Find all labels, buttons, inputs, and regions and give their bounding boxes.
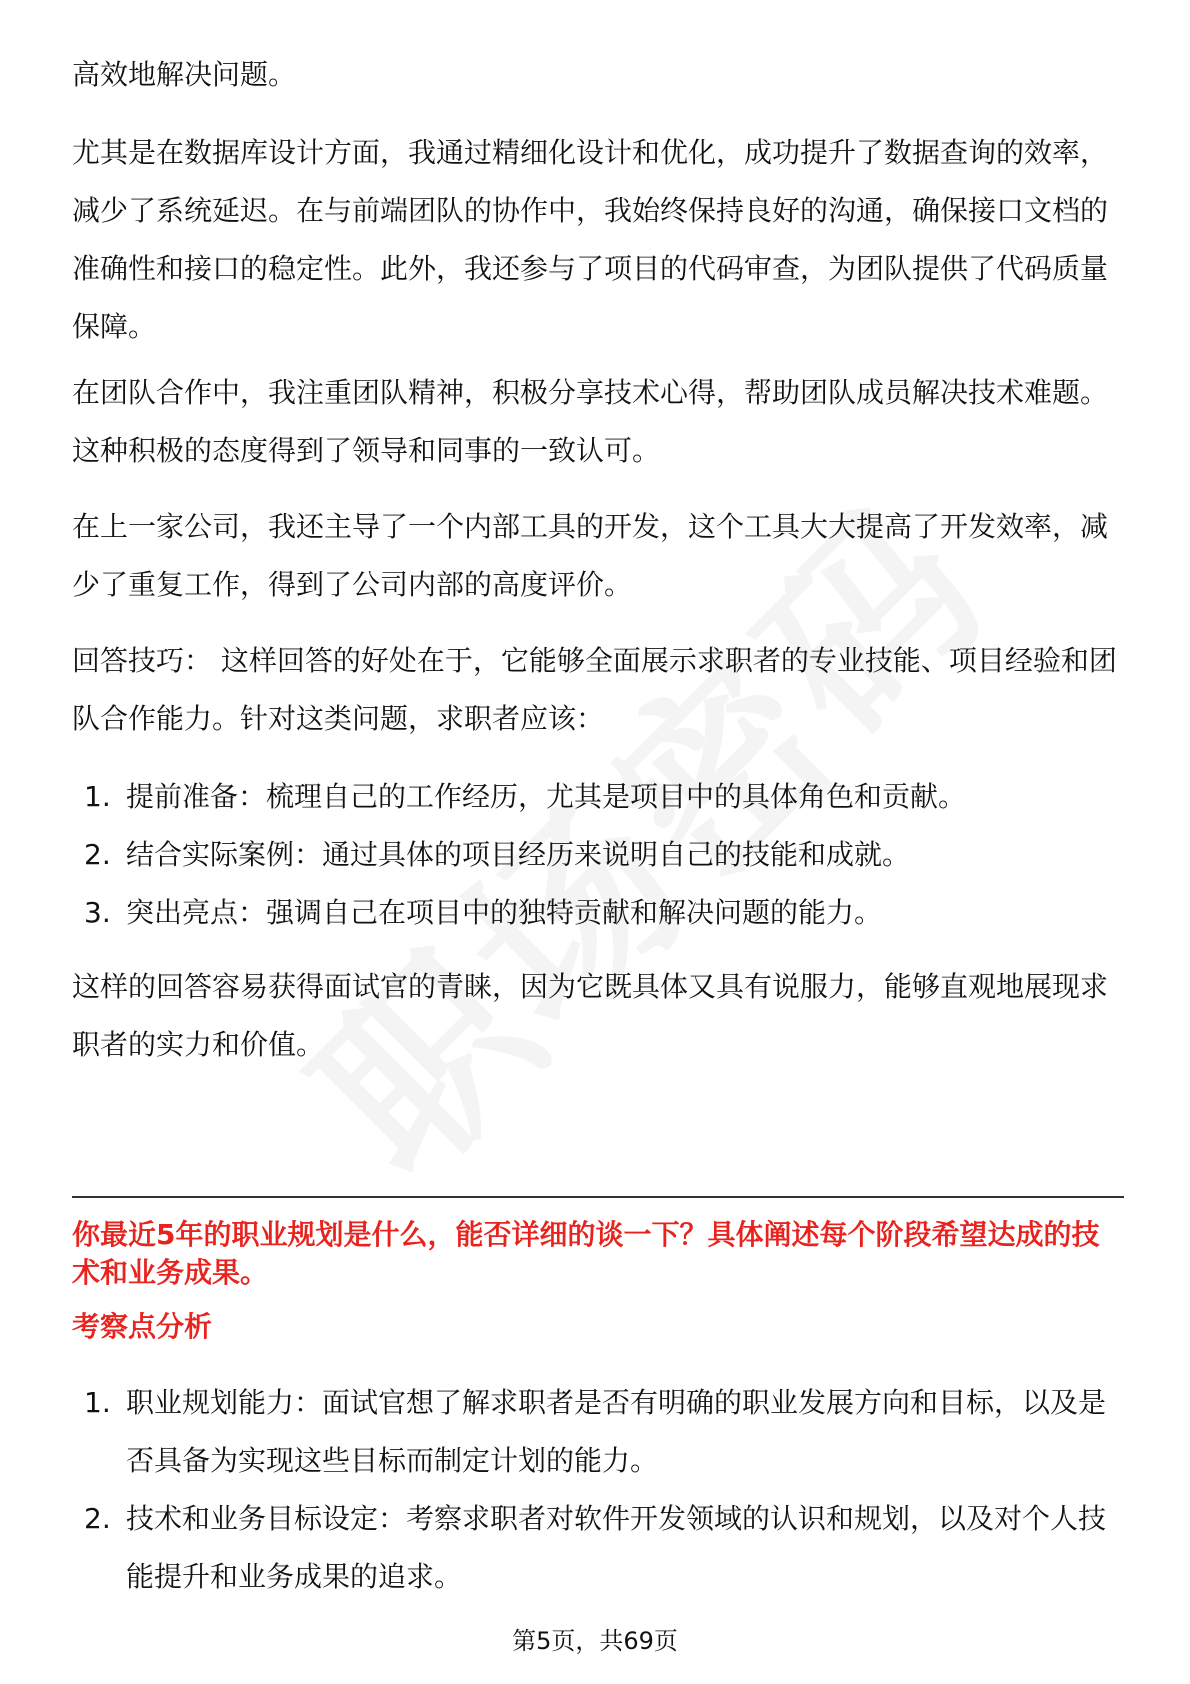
page-number-footer: 第5页，共69页	[512, 1627, 678, 1655]
list-number: 3.	[84, 896, 111, 929]
list-item-text: 提前准备：梳理自己的工作经历，尤其是项目中的具体角色和贡献。	[126, 780, 967, 813]
paragraph: 在团队合作中，我注重团队精神，积极分享技术心得，帮助团队成员解决技术难题。这种积极的态度得到了领导和同事的一致认可。	[72, 376, 1109, 467]
list-item-text: 职业规划能力：面试官想了解求职者是否有明确的职业发展方向和目标，以及是否具备为实现这些目标而制定计划的能力。	[126, 1386, 1107, 1477]
list-item	[72, 1374, 1124, 1490]
section-divider	[72, 1196, 1124, 1198]
list-item	[72, 826, 1124, 884]
list-number: 2.	[84, 1502, 111, 1535]
list-item-text: 技术和业务目标设定：考察求职者对软件开发领域的认识和规划，以及对个人技能提升和业务成果的追求。	[126, 1502, 1107, 1593]
list-number: 1.	[84, 780, 111, 813]
question-title: 你最近5年的职业规划是什么，能否详细的谈一下？具体阐述每个阶段希望达成的技术和业务成果。	[72, 1218, 1100, 1289]
list-item	[72, 768, 1124, 826]
analysis-heading: 考察点分析	[72, 1310, 213, 1343]
list-number: 2.	[84, 838, 111, 871]
paragraph: 高效地解决问题。	[72, 58, 297, 91]
list-number: 1.	[84, 1386, 111, 1419]
analysis-points-list	[72, 1374, 1124, 1606]
list-item-text: 结合实际案例：通过具体的项目经历来说明自己的技能和成就。	[126, 838, 911, 871]
list-item	[72, 884, 1124, 942]
paragraph: 尤其是在数据库设计方面，我通过精细化设计和优化，成功提升了数据查询的效率，减少了系统延迟。在与前端团队的协作中，我始终保持良好的沟通，确保接口文档的准确性和接口的稳定性。此外，我还参与了项目的代码审查，为团队提供了代码质量保障。	[72, 136, 1109, 343]
paragraph: 在上一家公司，我还主导了一个内部工具的开发，这个工具大大提高了开发效率，减少了重复工作，得到了公司内部的高度评价。	[72, 510, 1109, 601]
tips-list	[72, 768, 1124, 942]
list-item	[72, 1490, 1124, 1606]
paragraph: 这样的回答容易获得面试官的青睐，因为它既具体又具有说服力，能够直观地展现求职者的实力和价值。	[72, 970, 1109, 1061]
answer-tips-paragraph: 回答技巧： 这样回答的好处在于，它能够全面展示求职者的专业技能、项目经验和团队合作能力。针对这类问题，求职者应该：	[72, 644, 1117, 735]
list-item-text: 突出亮点：强调自己在项目中的独特贡献和解决问题的能力。	[126, 896, 883, 929]
